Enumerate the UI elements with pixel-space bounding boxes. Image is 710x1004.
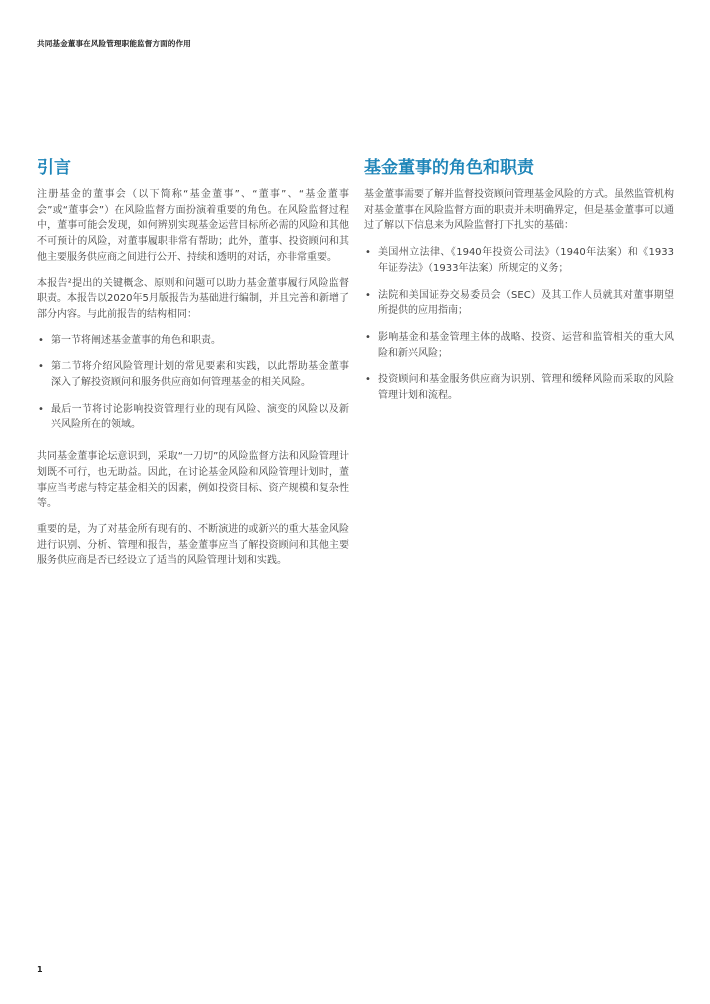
list-item-text: 第一节将阐述基金董事的角色和职责。 [51,334,221,346]
roles-heading: 基金董事的角色和职责 [364,158,534,178]
list-item [364,372,674,403]
introduction-paragraph: 本报告²提出的关键概念、原则和问题可以助力基金董事履行风险监督职责。本报告以2020年5月版报告为基础进行编制，并且完善和新增了部分内容。与此前报告的结构相同： [37,277,349,320]
list-item [37,402,349,433]
bullet-icon: • [38,361,44,373]
bullet-icon: • [38,334,44,346]
list-item-text: 最后一节将讨论影响投资管理行业的现有风险、演变的风险以及新兴风险所在的领域。 [51,403,349,431]
bullet-icon: • [365,374,371,386]
introduction-bullet-list [37,333,349,434]
introduction-paragraph: 重要的是，为了对基金所有现有的、不断演进的或新兴的重大基金风险进行识别、分析、管理和报告，基金董事应当了解投资顾问和其他主要服务供应商是否已经设立了适当的风险管理计划和实践。 [37,523,349,567]
list-item [37,333,349,349]
introduction-paragraph: 共同基金董事论坛意识到，采取“一刀切”的风险监督方法和风险管理计划既不可行，也无助益。因此，在讨论基金风险和风险管理计划时，董事应当考虑与特定基金相关的因素，例如投资目标、资产规模和复杂性等。 [37,451,349,510]
roles-section [364,158,674,415]
bullet-icon: • [38,403,44,415]
bullet-icon: • [365,331,371,343]
list-item-text: 投资顾问和基金服务供应商为识别、管理和缓释风险而采取的风险管理计划和流程。 [378,374,674,402]
introduction-section [37,158,349,579]
roles-paragraph: 基金董事需要了解并监督投资顾问管理基金风险的方式。虽然监管机构对基金董事在风险监督方面的职责并未明确界定，但是基金董事可以通过了解以下信息来为风险监督打下扎实的基础： [364,189,674,232]
list-item-text: 美国州立法律、《1940年投资公司法》（1940年法案）和《1933年证券法》（1933年法案）所规定的义务； [378,247,674,274]
list-item [37,359,349,390]
list-item-text: 影响基金和基金管理主体的战略、投资、运营和监管相关的重大风险和新兴风险； [378,331,674,359]
bullet-icon: • [365,289,371,301]
list-item [364,288,674,319]
list-item-text: 第二节将介绍风险管理计划的常见要素和实践，以此帮助基金董事深入了解投资顾问和服务供应商如何管理基金的相关风险。 [51,361,349,389]
introduction-paragraph: 注册基金的董事会（以下简称“基金董事”、“董事”、“基金董事会”或“董事会”）在风险监督方面扮演着重要的角色。在风险监督过程中，董事可能会发现，如何辨别实现基金运营目标所必需的风险和其他不可预计的风险，对董事履职非常有帮助；此外，董事、投资顾问和其他主要服务供应商之间进行公开、持续和透明的对话，亦非常重要。 [37,189,349,263]
running-header-title: 共同基金董事在风险管理职能监督方面的作用 [37,39,191,48]
list-item-text: 法院和美国证券交易委员会（SEC）及其工作人员就其对董事期望所提供的应用指南； [378,289,674,317]
page-number: 1 [37,965,43,974]
bullet-icon: • [365,247,371,259]
list-item [364,245,674,276]
roles-bullet-list [364,245,674,404]
introduction-heading: 引言 [37,158,71,178]
list-item [364,330,674,361]
